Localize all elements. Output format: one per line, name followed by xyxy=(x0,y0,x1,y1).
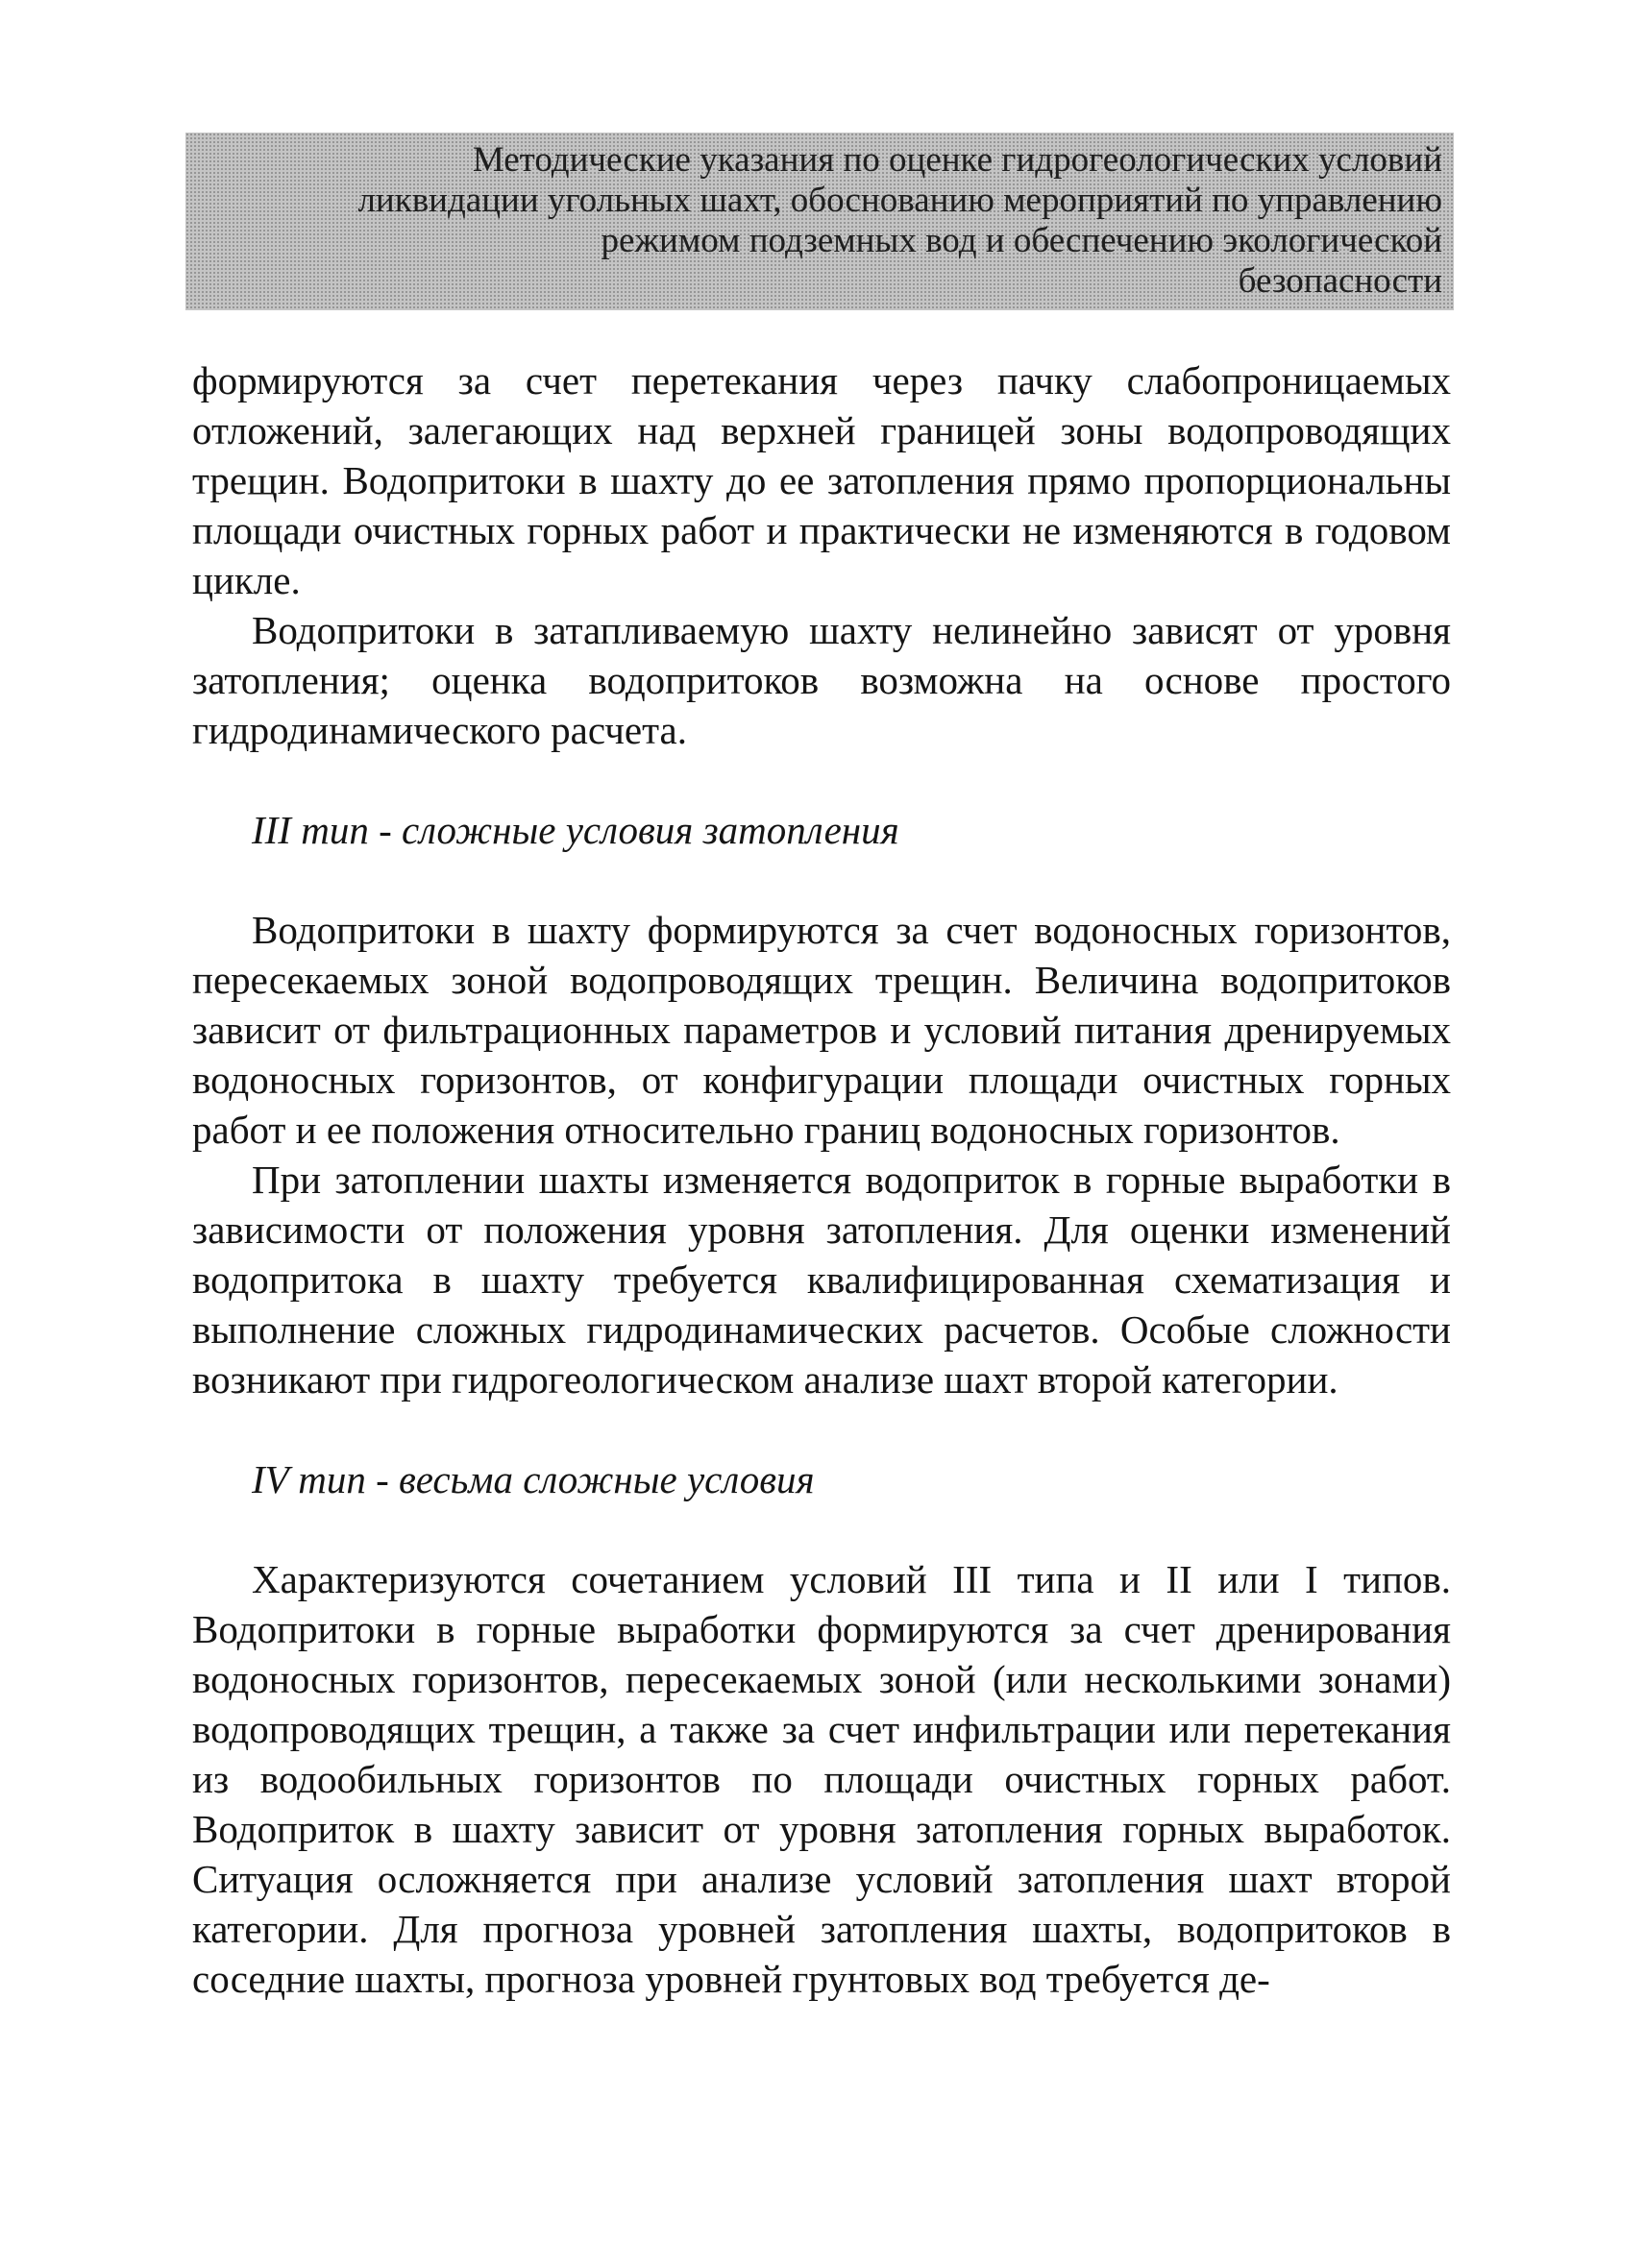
paragraph-type-3-inflow: Водопритоки в шахту формируются за счет водоносных горизонтов, пересекаемых зоной водопроводящих трещин. Величина водопритоков зависит от фильтрационных параметров и условий питания дренируемых водоносных горизонтов, от конфигурации площади очистных горных работ и ее положения относительно границ водоносных горизонтов. xyxy=(192,908,1451,1152)
header-line-3: режимом подземных вод и обеспечению экологической xyxy=(601,221,1442,260)
spacer xyxy=(192,755,1451,805)
header-line-2: ликвидации угольных шахт, обоснованию мероприятий по управлению xyxy=(357,181,1442,220)
running-header xyxy=(185,133,1454,310)
section-title-type-3: III тип - сложные условия затопления xyxy=(252,808,899,852)
paragraph-continuation: формируются за счет перетекания через пачку слабопроницаемых отложений, залегающих над верхней границей зоны водопроводящих трещин. Водопритоки в шахту до ее затопления прямо пропорциональны площади очистных горных работ и практически не изменяются в годовом цикле. xyxy=(192,358,1451,602)
spacer xyxy=(192,1404,1451,1454)
paragraph-type-4: Характеризуются сочетанием условий III типа и II или I типов. Водопритоки в горные выработки формируются за счет дренирования водоносных горизонтов, пересекаемых зоной (или несколькими зонами) водопроводящих трещин, а также за счет инфильтрации или перетекания из водообильных горизонтов по площади очистных горных работ. Водоприток в шахту зависит от уровня затопления горных выработок. Ситуация осложняется при анализе условий затопления шахт второй категории. Для прогноза уровней затопления шахты, водопритоков в соседние шахты, прогноза уровней грунтовых вод требуется де- xyxy=(192,1557,1451,2001)
spacer xyxy=(192,855,1451,905)
header-line-4: безопасности xyxy=(1238,261,1442,301)
header-line-1: Методические указания по оценке гидрогеологических условий xyxy=(472,140,1442,180)
page-body xyxy=(192,355,1451,2004)
paragraph-flooding-inflow: Водопритоки в затапливаемую шахту нелинейно зависят от уровня затопления; оценка водопритоков возможна на основе простого гидродинамического расчета. xyxy=(192,608,1451,752)
spacer xyxy=(192,1504,1451,1554)
paragraph-type-3-flooding: При затоплении шахты изменяется водоприток в горные выработки в зависимости от положения уровня затопления. Для оценки изменений водопритока в шахту требуется квалифицированная схематизация и выполнение сложных гидродинамических расчетов. Особые сложности возникают при гидрогеологическом анализе шахт второй категории. xyxy=(192,1158,1451,1402)
section-title-type-4: IV тип - весьма сложные условия xyxy=(252,1457,815,1501)
